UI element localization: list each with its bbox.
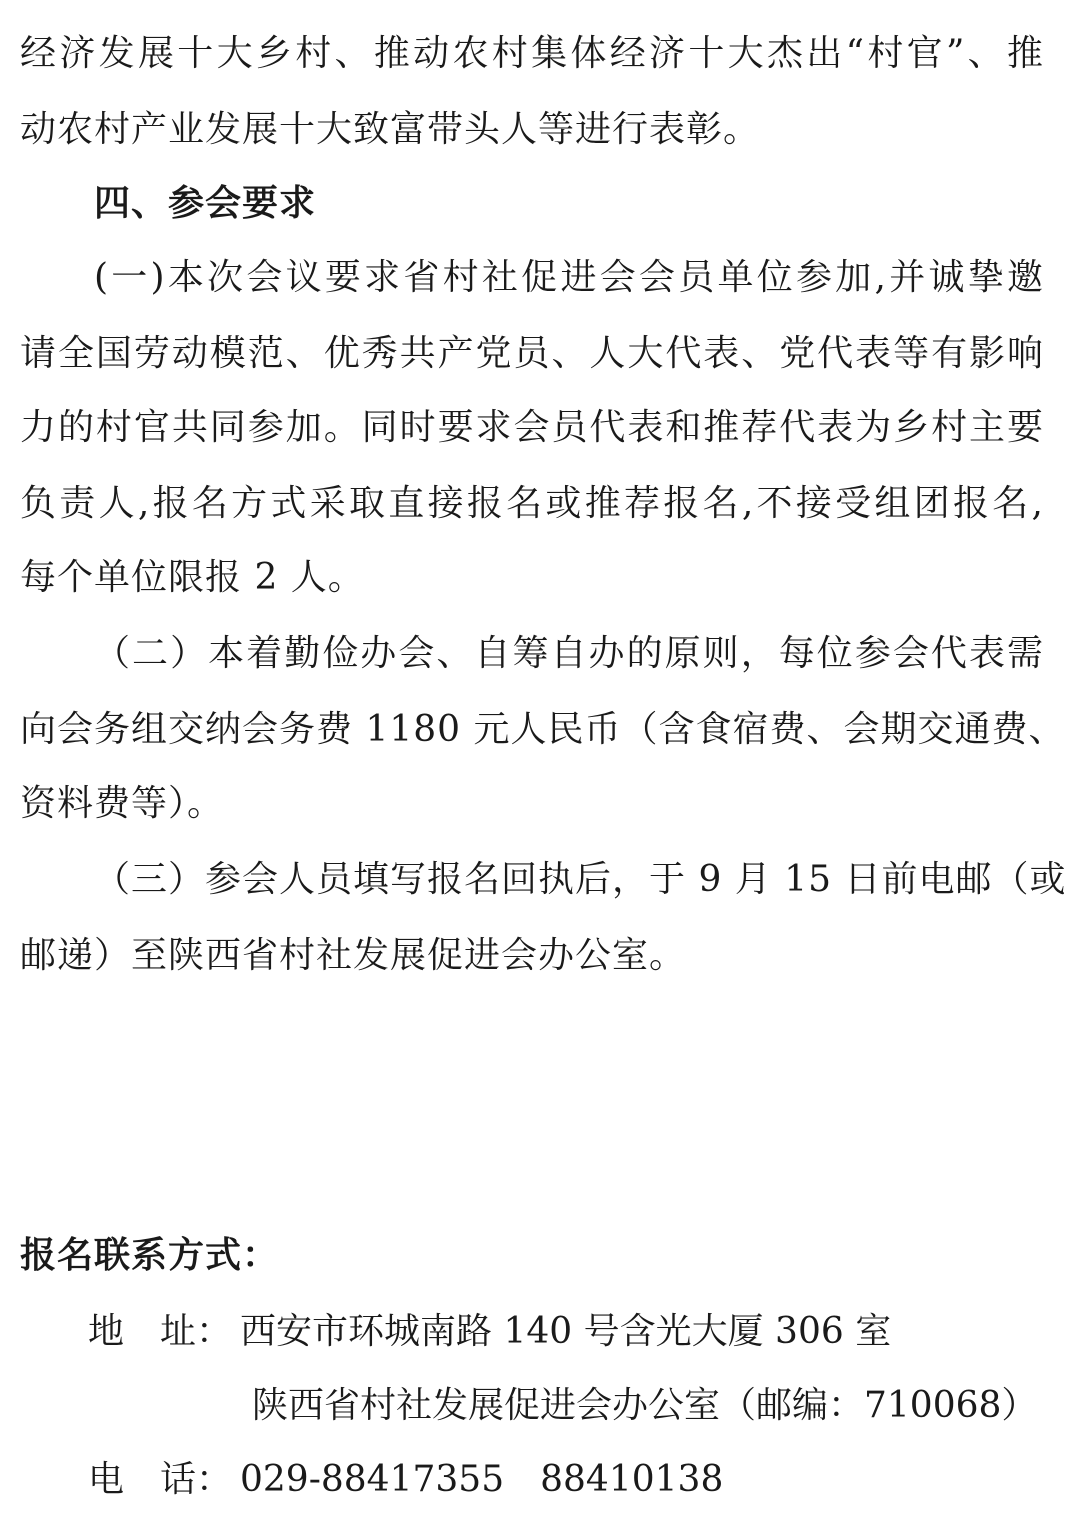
section-heading: 四、参会要求 bbox=[94, 183, 317, 224]
address-line: 陕西省村社发展促进会办公室（邮编：710068） bbox=[252, 1385, 1038, 1426]
paragraph-line: （二）本着勤俭办会、自筹自办的原则，每位参会代表需 bbox=[94, 633, 1044, 674]
phone-numbers: 029-88417355 88410138 bbox=[240, 1459, 724, 1500]
phone-label: 电 话： bbox=[88, 1459, 233, 1500]
paragraph-line: 请全国劳动模范、优秀共产党员、人大代表、党代表等有影响 bbox=[20, 333, 1044, 374]
paragraph-line: 经济发展十大乡村、推动农村集体经济十大杰出“村官”、推 bbox=[20, 33, 1044, 74]
paragraph-line: （三）参会人员填写报名回执后，于 9 月 15 日前电邮（或 bbox=[94, 859, 1067, 900]
paragraph-line: 负责人,报名方式采取直接报名或推荐报名,不接受组团报名, bbox=[20, 483, 1044, 524]
paragraph-line: 动农村产业发展十大致富带头人等进行表彰。 bbox=[20, 109, 761, 150]
paragraph-line: 每个单位限报 2 人。 bbox=[20, 557, 365, 598]
address-line: 西安市环城南路 140 号含光大厦 306 室 bbox=[240, 1311, 892, 1352]
paragraph-line: 资料费等）。 bbox=[20, 783, 225, 824]
contact-heading: 报名联系方式： bbox=[20, 1235, 280, 1276]
paragraph-line: 力的村官共同参加。同时要求会员代表和推荐代表为乡村主要 bbox=[20, 407, 1044, 448]
paragraph-line: (一)本次会议要求省村社促进会会员单位参加,并诚挚邀 bbox=[94, 257, 1044, 298]
paragraph-line: 向会务组交纳会务费 1180 元人民币（含食宿费、会期交通费、 bbox=[20, 709, 1066, 750]
address-label: 地 址： bbox=[88, 1311, 233, 1352]
paragraph-line: 邮递）至陕西省村社发展促进会办公室。 bbox=[20, 935, 687, 976]
